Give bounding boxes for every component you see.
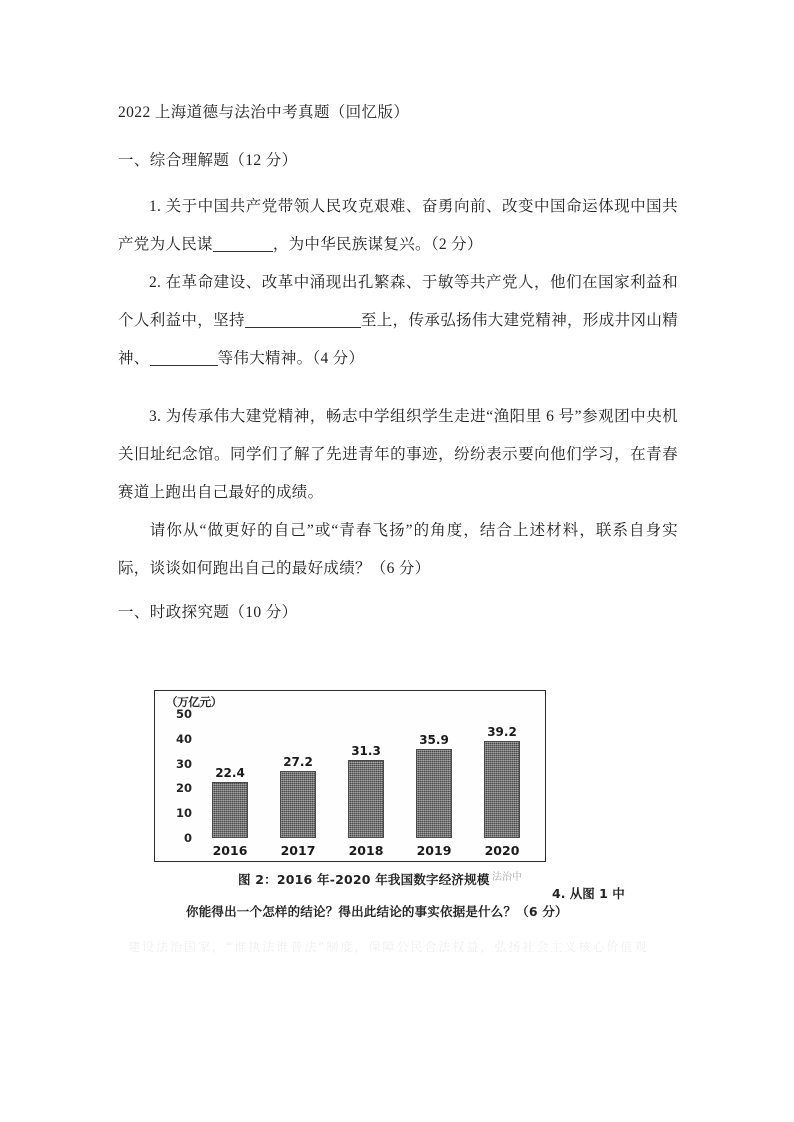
chart-bar (280, 771, 316, 838)
chart-y-tick: 40 (175, 731, 192, 746)
chart-x-tick: 2017 (280, 843, 316, 858)
chart-bar-group (400, 714, 468, 858)
chart-x-tick: 2016 (212, 843, 248, 858)
chart-bar-value-label: 31.3 (351, 744, 381, 759)
chart-bar (212, 782, 248, 838)
chart-bar-value-label: 39.2 (487, 724, 517, 739)
question-2-line2-after: 至上，传承弘扬伟大 (360, 312, 504, 329)
chart-bar-group (332, 714, 400, 858)
chart-y-tick: 50 (175, 707, 192, 721)
question-1 (118, 188, 678, 264)
section-heading-1: 一、综合理解题（12 分） (118, 152, 298, 169)
caption-ink-mark: 法治中 (492, 872, 522, 883)
question-2-blank-2[interactable] (150, 350, 218, 366)
question-4-head: 4. 从图 1 中 (552, 886, 625, 901)
question-2-blank-1[interactable] (245, 312, 361, 328)
question-2 (118, 264, 678, 378)
chart-bar-group (264, 714, 332, 858)
question-2-line3-after: 等伟大精神。（4 分） (217, 350, 365, 367)
chart-y-tick: 10 (175, 806, 192, 821)
chart-bar-group (468, 714, 536, 858)
chart-bar (416, 749, 452, 838)
chart-plot-area (196, 714, 536, 858)
chart-y-tick: 0 (183, 831, 192, 845)
chart-x-tick: 2018 (348, 843, 384, 858)
chart-x-tick: 2019 (416, 843, 452, 858)
question-1-blank[interactable] (213, 236, 273, 252)
chart-bar-value-label: 27.2 (283, 754, 313, 769)
question-1-tail-before: 体现中国共产党为人民谋 (118, 198, 678, 253)
scan-bleedthrough-ghost: 建设法治国家，“谁执法谁普法”制度，保障公民合法权益，弘扬社会主义核心价值观 (128, 940, 649, 954)
question-2-line3-before: 建党精神，形成井冈山精神、 (118, 312, 678, 367)
question-3-prompt (118, 512, 678, 588)
chart-bar (484, 741, 520, 838)
question-3-prompt-text: 请你从“做更好的自己”或“青春飞扬”的角度，结合上述材料，联系自身实际，谈谈如何跑出自己的最好成绩？（6 分） (118, 522, 678, 577)
section-heading-2: 一、时政探究题（10 分） (118, 604, 298, 621)
chart-bar-group (196, 714, 264, 858)
question-2-line2-before: 国家利益和个人利益中，坚持 (118, 274, 678, 329)
question-3 (118, 398, 678, 512)
chart-bar-value-label: 22.4 (215, 766, 245, 781)
question-1-lead: 1. 关于中国共产党带领人民攻克艰难、奋勇向前、改变中国命运 (149, 198, 599, 215)
chart-y-tick: 20 (175, 781, 192, 796)
chart-y-axis (162, 707, 192, 845)
question-4-body: 你能得出一个怎样的结论？得出此结论的事实依据是什么？（6 分） (186, 904, 568, 919)
chart-bar-value-label: 35.9 (419, 732, 449, 747)
chart-x-tick: 2020 (484, 843, 520, 858)
digital-economy-bar-chart (154, 690, 546, 862)
question-1-tail-after: ，为中华民族谋复兴。（2 分） (272, 236, 483, 253)
chart-y-tick: 30 (175, 756, 192, 771)
chart-bar (348, 760, 384, 838)
page-title: 2022 上海道德与法治中考真题（回忆版） (118, 104, 410, 121)
chart-caption: 图 2：2016 年-2020 年我国数字经济规模 (238, 872, 490, 887)
question-2-lead: 2. 在革命建设、改革中涌现出孔繁森、于敏等共产党人，他们在 (149, 274, 599, 291)
chart-unit-label: （万亿元） (166, 695, 222, 709)
question-3-text: 3. 为传承伟大建党精神，畅志中学组织学生走进“渔阳里 6 号”参观团中央机关旧址纪念馆。同学们了解了先进青年的事迹，纷纷表示要向他们学习，在青春赛道上跑出自己最好的成绩。 (118, 408, 678, 501)
